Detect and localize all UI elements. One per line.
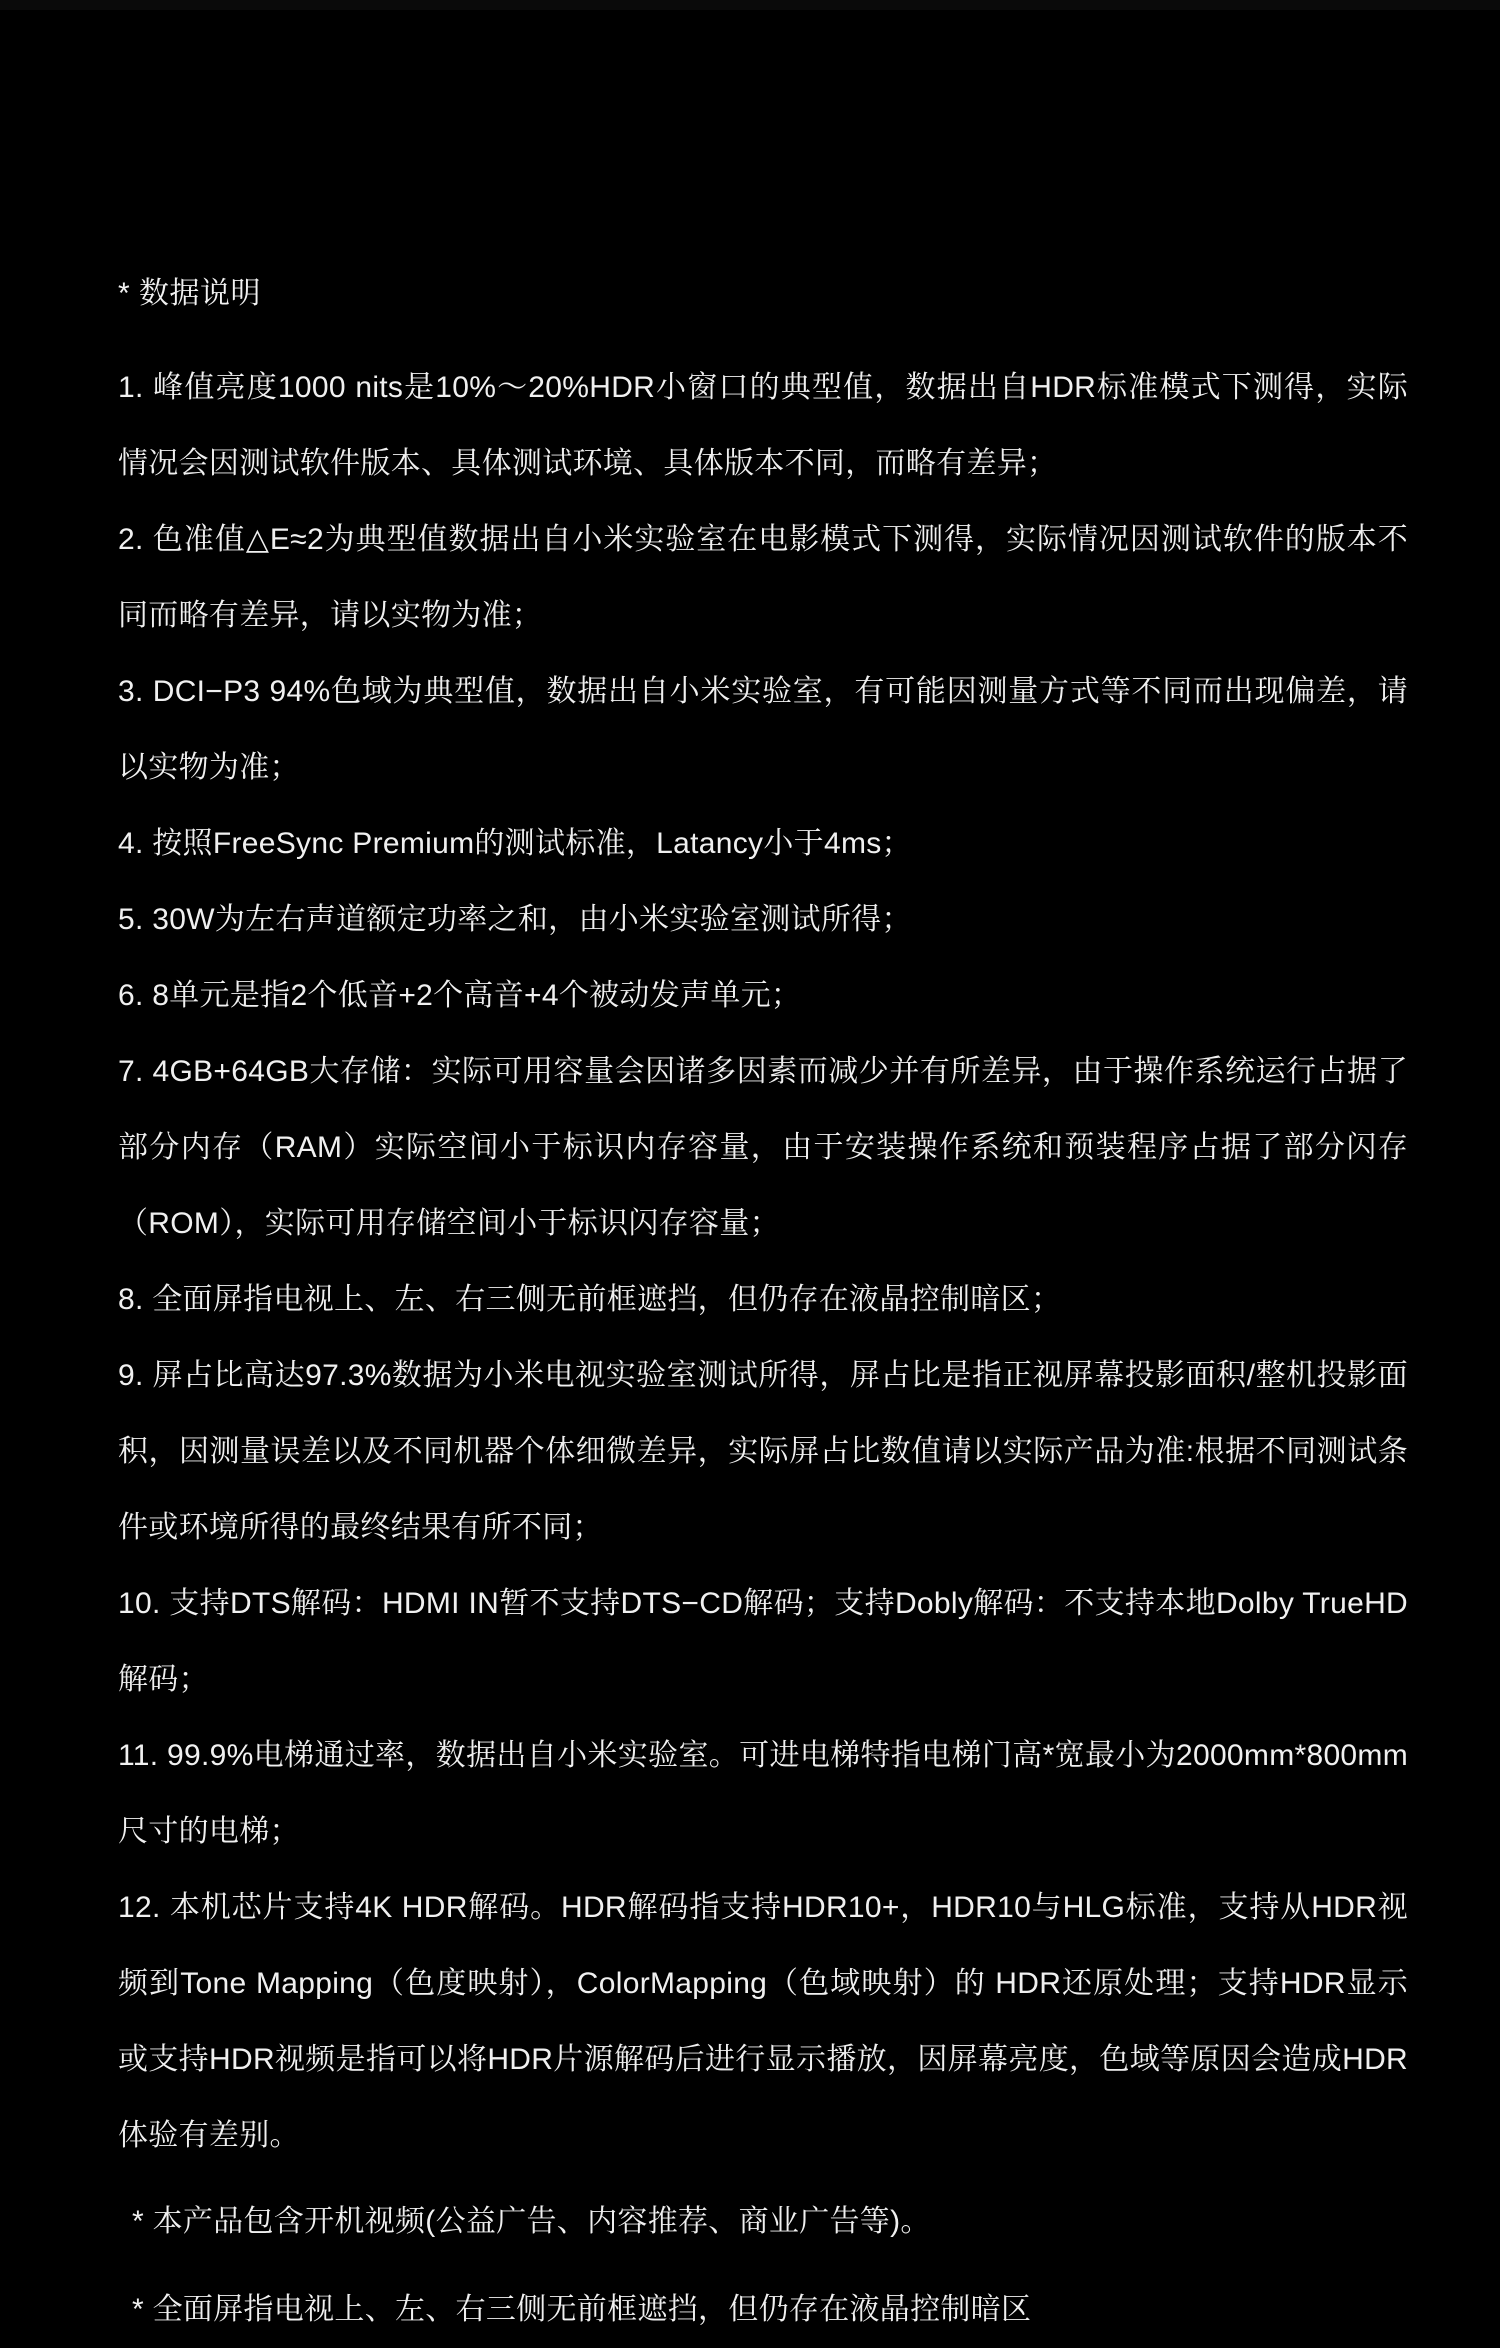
note-item: 8. 全面屏指电视上、左、右三侧无前框遮挡，但仍存在液晶控制暗区； [118,1283,1062,1316]
note-item: 5. 30W为左右声道额定功率之和，由小米实验室测试所得； [118,903,912,936]
notes-section [118,272,1418,2326]
note-item: 4. 按照FreeSync Premium的测试标准，Latancy小于4ms； [118,827,912,860]
note-item: 12. 本机芯片支持4K HDR解码。HDR解码指支持HDR10+，HDR10与HLG标准，支持从HDR视频到Tone Mapping（色度映射），ColorMapping（色域映射）的 HDR还原处理；支持HDR显示或支持HDR视频是指可以将HDR片源解码后进行显示播放，因屏幕亮度，色域等原因会造成HDR体验有差别。 [118,1891,1408,2152]
note-item: 3. DCI−P3 94%色域为典型值，数据出自小米实验室，有可能因测量方式等不同而出现偏差，请以实物为准； [118,675,1408,784]
note-item: 2. 色准值△E≈2为典型值数据出自小米实验室在电影模式下测得，实际情况因测试软件的版本不同而略有差异，请以实物为准； [118,523,1408,632]
note-item: 1. 峰值亮度1000 nits是10%～20%HDR小窗口的典型值，数据出自HDR标准模式下测得，实际情况会因测试软件版本、具体测试环境、具体版本不同，而略有差异； [118,371,1408,480]
footnote: * 本产品包含开机视频(公益广告、内容推荐、商业广告等)。 [132,2205,931,2238]
note-item: 11. 99.9%电梯通过率，数据出自小米实验室。可进电梯特指电梯门高*宽最小为2000mm*800mm尺寸的电梯； [118,1739,1408,1848]
top-band [0,0,1500,10]
note-item: 7. 4GB+64GB大存储：实际可用容量会因诸多因素而减少并有所差异，由于操作系统运行占据了部分内存（RAM）实际空间小于标识内存容量，由于安装操作系统和预装程序占据了部分闪存（ROM），实际可用存储空间小于标识闪存容量； [118,1055,1408,1240]
note-item: 10. 支持DTS解码：HDMI IN暂不支持DTS−CD解码；支持Dobly解码：不支持本地Dolby TrueHD解码； [118,1587,1408,1696]
note-item: 9. 屏占比高达97.3%数据为小米电视实验室测试所得，屏占比是指正视屏幕投影面积/整机投影面积，因测量误差以及不同机器个体细微差异，实际屏占比数值请以实际产品为准:根据不同测试条件或环境所得的最终结果有所不同； [118,1359,1408,1544]
footnote: * 全面屏指电视上、左、右三侧无前框遮挡，但仍存在液晶控制暗区 [132,2293,1032,2326]
note-item: 6. 8单元是指2个低音+2个高音+4个被动发声单元； [118,979,802,1012]
notes-title: * 数据说明 [118,277,262,310]
